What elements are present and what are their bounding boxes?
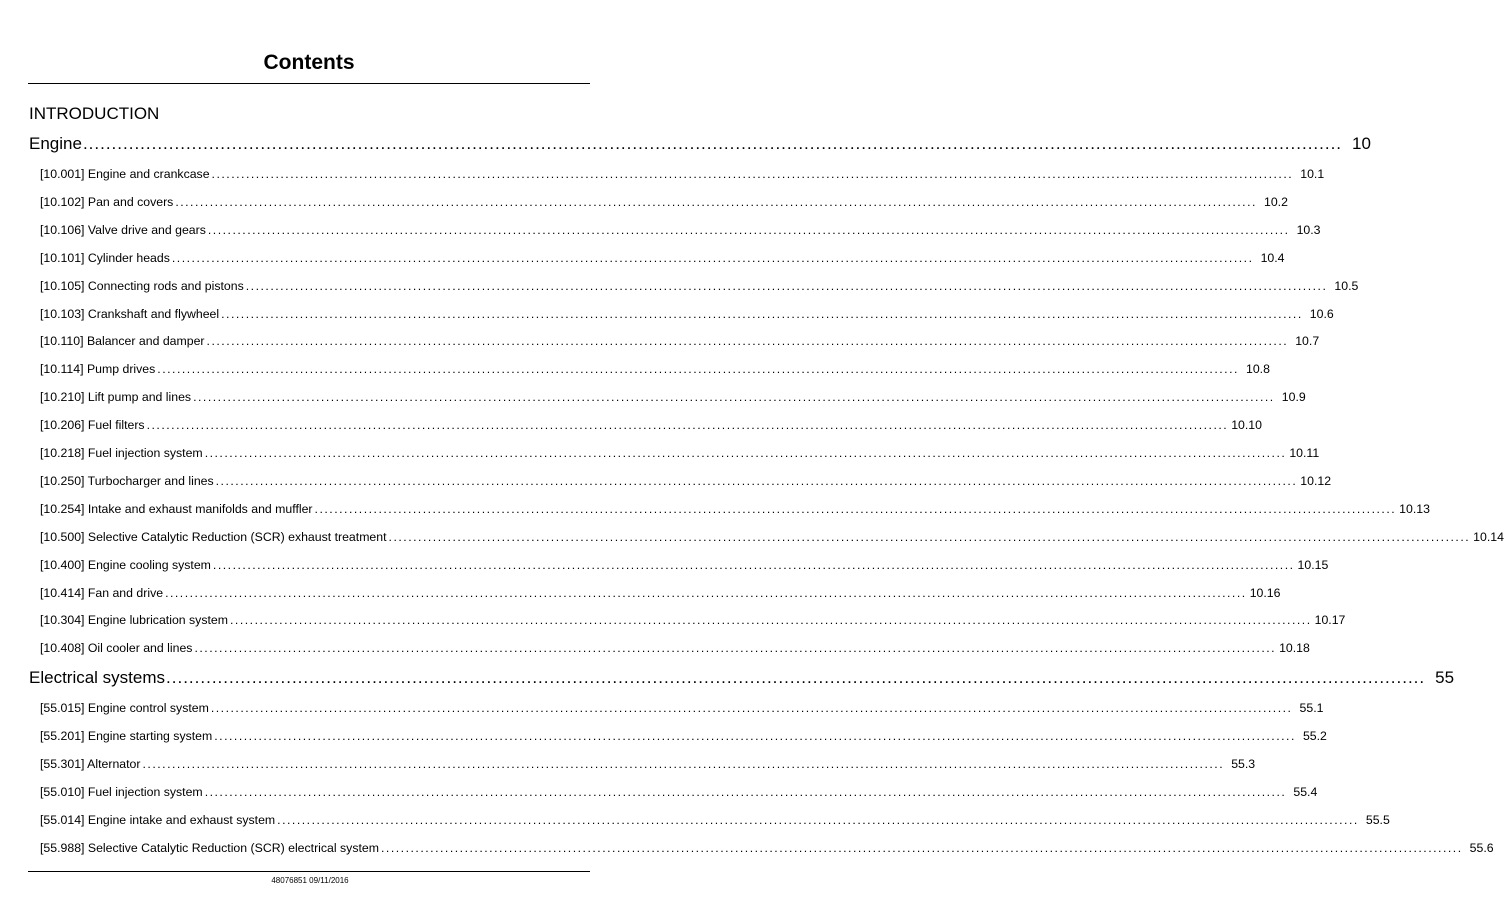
toc-dot-leader: ............................................................................................................................................................................................................................ [214, 729, 1296, 743]
toc-entry-row[interactable] [40, 278, 1359, 294]
toc-dot-leader: ............................................................................................................................................................................................................................ [175, 195, 1257, 209]
toc-entry-page-number: 10.1 [1300, 167, 1325, 181]
toc-dot-leader: ............................................................................................................................................................................................................................ [212, 558, 1295, 572]
toc-section-row[interactable] [29, 133, 1371, 155]
toc-entry-row[interactable] [40, 306, 1334, 322]
toc-dot-leader: ............................................................................................................................................................................................................................ [166, 668, 1426, 687]
toc-entry-label: [55.010] Fuel injection system [40, 785, 203, 799]
toc-dot-leader: ............................................................................................................................................................................................................................ [388, 530, 1471, 544]
toc-entry-row[interactable] [40, 473, 1332, 489]
toc-entry-page-number: 10.14 [1473, 530, 1504, 544]
toc-entry-row[interactable] [40, 612, 1346, 628]
toc-entry-label: [10.408] Oil cooler and lines [40, 641, 193, 655]
toc-dot-leader: ............................................................................................................................................................................................................................ [314, 502, 1397, 516]
toc-entry-page-number: 10.11 [1289, 446, 1320, 460]
toc-dot-leader: ............................................................................................................................................................................................................................ [211, 167, 1294, 181]
toc-dot-leader: ............................................................................................................................................................................................................................ [193, 390, 1275, 404]
toc-entry-page-number: 10.10 [1231, 418, 1262, 432]
page-title: Contents [263, 51, 355, 74]
toc-dot-leader: ............................................................................................................................................................................................................................ [380, 841, 1463, 855]
toc-entry-page-number: 10.5 [1334, 279, 1359, 293]
toc-entry-page-number: 10.8 [1245, 362, 1270, 376]
toc-dot-leader: ............................................................................................................................................................................................................................ [245, 279, 1328, 293]
toc-dot-leader: ............................................................................................................................................................................................................................ [171, 251, 1254, 265]
toc-dot-leader: ............................................................................................................................................................................................................................ [204, 446, 1287, 460]
toc-entry-label: [10.110] Balancer and damper [40, 334, 205, 348]
toc-entry-page-number: 10.17 [1314, 613, 1346, 627]
toc-entry-page-number: 10.2 [1264, 195, 1288, 209]
toc-entry-row[interactable] [40, 445, 1320, 461]
toc-entry-label: [10.500] Selective Catalytic Reduction (SCR) exhaust treatment [40, 530, 387, 544]
toc-entry-row[interactable] [40, 784, 1318, 800]
toc-entry-row[interactable] [40, 640, 1310, 656]
toc-entry-page-number: 10.9 [1281, 390, 1306, 404]
toc-entry-label: [10.114] Pump drives [40, 362, 156, 376]
toc-dot-leader: ............................................................................................................................................................................................................................ [229, 613, 1312, 627]
toc-entry-label: [10.101] Cylinder heads [40, 251, 170, 265]
toc-dot-leader: ............................................................................................................................................................................................................................ [146, 418, 1229, 432]
toc-dot-leader: ............................................................................................................................................................................................................................ [206, 334, 1289, 348]
toc-entry-row[interactable] [40, 585, 1281, 601]
toc-entry-page-number: 10.15 [1297, 558, 1329, 572]
toc-entry-page-number: 55.6 [1469, 841, 1494, 855]
toc-dot-leader: ............................................................................................................................................................................................................................ [204, 785, 1287, 799]
toc-entry-label: [10.304] Engine lubrication system [40, 613, 228, 627]
title-divider [28, 83, 590, 84]
toc-entry-label: [10.254] Intake and exhaust manifolds and muffler [40, 502, 313, 516]
toc-dot-leader: ............................................................................................................................................................................................................................ [210, 701, 1293, 715]
toc-entry-row[interactable] [40, 501, 1430, 517]
toc-entry-row[interactable] [40, 728, 1327, 744]
toc-entry-label: [10.218] Fuel injection system [40, 446, 203, 460]
toc-entry-row[interactable] [40, 417, 1262, 433]
toc-entry-row[interactable] [40, 166, 1325, 182]
toc-entry-label: [55.301] Alternator [40, 757, 141, 771]
toc-entry-label: [55.014] Engine intake and exhaust system [40, 813, 276, 827]
toc-dot-leader: ............................................................................................................................................................................................................................ [277, 813, 1359, 827]
toc-entry-label: [10.250] Turbocharger and lines [40, 474, 214, 488]
toc-entry-row[interactable] [40, 557, 1329, 573]
toc-dot-leader: ............................................................................................................................................................................................................................ [215, 474, 1298, 488]
toc-section-row[interactable] [29, 667, 1455, 689]
footer-divider [28, 871, 590, 872]
toc-entry-row[interactable] [40, 389, 1306, 405]
toc-dot-leader: ............................................................................................................................................................................................................................ [82, 134, 1343, 153]
toc-section-page-number: 55 [1435, 668, 1455, 687]
toc-entry-page-number: 10.6 [1309, 307, 1334, 321]
toc-entry-label: [10.414] Fan and drive [40, 586, 164, 600]
toc-dot-leader: ............................................................................................................................................................................................................................ [194, 641, 1277, 655]
toc-dot-leader: ............................................................................................................................................................................................................................ [142, 757, 1225, 771]
toc-entry-page-number: 55.2 [1302, 729, 1327, 743]
toc-introduction-heading: INTRODUCTION [29, 104, 160, 123]
toc-section-label: Electrical systems [29, 668, 166, 687]
toc-entry-label: [10.206] Fuel filters [40, 418, 145, 432]
toc-entry-row[interactable] [40, 250, 1285, 266]
toc-entry-page-number: 10.13 [1399, 502, 1430, 516]
toc-entry-label: [10.102] Pan and covers [40, 195, 174, 209]
toc-section-page-number: 10 [1352, 134, 1371, 153]
toc-entry-row[interactable] [40, 756, 1256, 772]
toc-entry-row[interactable] [40, 194, 1288, 210]
toc-entry-label: [10.105] Connecting rods and pistons [40, 279, 244, 293]
toc-dot-leader: ............................................................................................................................................................................................................................ [165, 586, 1247, 600]
toc-entry-page-number: 55.3 [1231, 757, 1256, 771]
toc-entry-page-number: 55.4 [1293, 785, 1318, 799]
toc-entry-page-number: 10.18 [1279, 641, 1310, 655]
toc-entry-page-number: 10.16 [1249, 586, 1281, 600]
toc-entry-label: [10.400] Engine cooling system [40, 558, 211, 572]
toc-entry-row[interactable] [40, 529, 1504, 545]
toc-entry-page-number: 10.4 [1260, 251, 1285, 265]
toc-entry-row[interactable] [40, 840, 1494, 856]
toc-section-label: Engine [29, 134, 82, 153]
toc-entry-label: [55.988] Selective Catalytic Reduction (SCR) electrical system [40, 841, 379, 855]
toc-entry-label: [10.106] Valve drive and gears [40, 223, 206, 237]
toc-entry-page-number: 10.7 [1295, 334, 1320, 348]
toc-entry-page-number: 10.3 [1296, 223, 1321, 237]
toc-entry-row[interactable] [40, 333, 1320, 349]
toc-entry-page-number: 55.1 [1299, 701, 1324, 715]
toc-entry-row[interactable] [40, 222, 1321, 238]
toc-dot-leader: ............................................................................................................................................................................................................................ [157, 362, 1239, 376]
footer-document-id: 48076851 09/11/2016 [271, 876, 349, 885]
toc-entry-label: [10.210] Lift pump and lines [40, 390, 192, 404]
toc-dot-leader: ............................................................................................................................................................................................................................ [207, 223, 1290, 237]
toc-dot-leader: ............................................................................................................................................................................................................................ [221, 307, 1303, 321]
toc-entry-page-number: 10.12 [1300, 474, 1332, 488]
toc-entry-label: [10.103] Crankshaft and flywheel [40, 307, 220, 321]
toc-entry-row[interactable] [40, 700, 1324, 716]
toc-entry-label: [55.015] Engine control system [40, 701, 209, 715]
toc-entry-label: [55.201] Engine starting system [40, 729, 213, 743]
toc-entry-label: [10.001] Engine and crankcase [40, 167, 210, 181]
toc-entry-row[interactable] [40, 812, 1390, 828]
toc-entry-page-number: 55.5 [1365, 813, 1390, 827]
toc-entry-row[interactable] [40, 361, 1270, 377]
